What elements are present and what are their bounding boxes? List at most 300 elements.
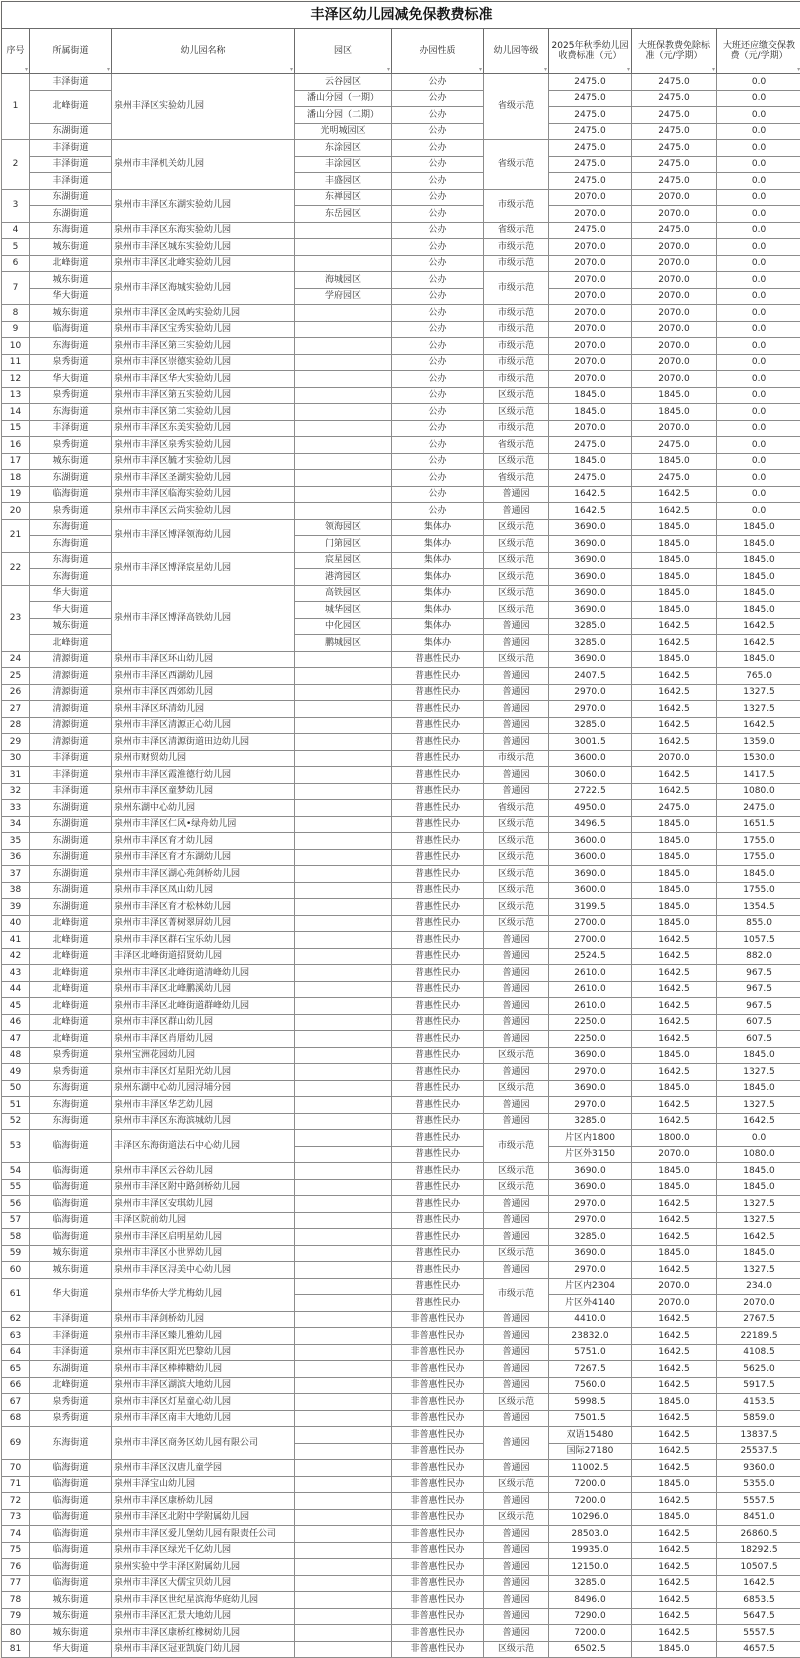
filter-dropdown-icon[interactable]: ▾ <box>107 67 110 73</box>
cell-payable: 5355.0 <box>717 1476 800 1493</box>
cell-nature: 非普惠性民办 <box>392 1394 484 1411</box>
cell-campus <box>295 899 392 916</box>
cell-level: 普通园 <box>484 965 549 982</box>
cell-exempt: 1845.0 <box>632 849 717 866</box>
cell-no: 73 <box>2 1509 30 1526</box>
cell-street: 东海街道 <box>30 222 112 239</box>
cell-fee: 2970.0 <box>549 684 632 701</box>
table-row <box>2 948 800 965</box>
cell-payable: 1642.5 <box>717 717 800 734</box>
cell-campus <box>295 404 392 421</box>
cell-campus: 鹏城园区 <box>295 635 392 652</box>
cell-nature: 普惠性民办 <box>392 750 484 767</box>
cell-fee: 3690.0 <box>549 519 632 536</box>
cell-name: 丰泽区院前幼儿园 <box>112 1212 295 1229</box>
cell-fee: 1642.5 <box>549 503 632 520</box>
cell-no: 17 <box>2 453 30 470</box>
cell-nature: 非普惠性民办 <box>392 1625 484 1642</box>
cell-name: 泉州市丰泽区清源正心幼儿园 <box>112 717 295 734</box>
filter-dropdown-icon[interactable]: ▾ <box>387 67 390 73</box>
table-row <box>2 651 800 668</box>
cell-fee: 11002.5 <box>549 1460 632 1477</box>
cell-nature: 非普惠性民办 <box>392 1592 484 1609</box>
cell-level: 普通园 <box>484 981 549 998</box>
cell-fee: 10296.0 <box>549 1509 632 1526</box>
table-row <box>2 1476 800 1493</box>
cell-exempt: 1642.5 <box>632 1460 717 1477</box>
cell-payable: 9360.0 <box>717 1460 800 1477</box>
cell-nature: 公办 <box>392 420 484 437</box>
cell-name: 泉州市丰泽区金凤屿实验幼儿园 <box>112 305 295 322</box>
table-row <box>2 503 800 520</box>
cell-nature: 非普惠性民办 <box>392 1361 484 1378</box>
cell-nature: 普惠性民办 <box>392 932 484 949</box>
cell-level: 省级示范 <box>484 74 549 140</box>
cell-exempt: 1642.5 <box>632 767 717 784</box>
cell-campus: 云谷园区 <box>295 74 392 91</box>
cell-level: 普通园 <box>484 618 549 635</box>
cell-street: 临海街道 <box>30 1163 112 1180</box>
cell-no: 27 <box>2 701 30 718</box>
cell-no: 9 <box>2 321 30 338</box>
cell-nature: 公办 <box>392 107 484 124</box>
cell-payable: 5557.5 <box>717 1625 800 1642</box>
col-header-cell-no <box>2 29 30 74</box>
cell-name: 泉州市丰泽剑桥幼儿园 <box>112 1311 295 1328</box>
cell-campus <box>295 651 392 668</box>
cell-level: 区级示范 <box>484 1641 549 1658</box>
cell-name: 泉州市丰泽区泉秀实验幼儿园 <box>112 437 295 454</box>
cell-campus <box>295 1509 392 1526</box>
cell-campus <box>295 849 392 866</box>
cell-level: 区级示范 <box>484 1080 549 1097</box>
cell-level: 区级示范 <box>484 1163 549 1180</box>
cell-street: 城东街道 <box>30 1608 112 1625</box>
filter-dropdown-icon[interactable]: ▾ <box>797 67 800 73</box>
cell-level: 区级示范 <box>484 602 549 619</box>
cell-campus <box>295 1410 392 1427</box>
cell-payable: 1417.5 <box>717 767 800 784</box>
cell-nature: 非普惠性民办 <box>392 1526 484 1543</box>
table-row <box>2 1113 800 1130</box>
cell-name: 泉州市丰泽区灯星阳光幼儿园 <box>112 1064 295 1081</box>
cell-nature: 普惠性民办 <box>392 1229 484 1246</box>
filter-dropdown-icon[interactable]: ▾ <box>25 67 28 73</box>
cell-fee: 3690.0 <box>549 1080 632 1097</box>
cell-no: 32 <box>2 783 30 800</box>
cell-street: 临海街道 <box>30 1212 112 1229</box>
cell-no: 24 <box>2 651 30 668</box>
cell-no: 72 <box>2 1493 30 1510</box>
cell-street: 东海街道 <box>30 552 112 569</box>
cell-fee: 1845.0 <box>549 404 632 421</box>
cell-name: 泉州市丰泽区云谷幼儿园 <box>112 1163 295 1180</box>
cell-payable: 1327.5 <box>717 684 800 701</box>
cell-street: 临海街道 <box>30 1575 112 1592</box>
table-row <box>2 552 800 569</box>
cell-street: 东海街道 <box>30 569 112 586</box>
cell-exempt: 2475.0 <box>632 107 717 124</box>
cell-campus <box>295 915 392 932</box>
cell-street: 清源街道 <box>30 684 112 701</box>
cell-exempt: 1642.5 <box>632 1014 717 1031</box>
cell-exempt: 2070.0 <box>632 1278 717 1295</box>
cell-payable: 967.5 <box>717 965 800 982</box>
cell-street: 东湖街道 <box>30 800 112 817</box>
cell-level: 普通园 <box>484 717 549 734</box>
cell-street: 临海街道 <box>30 1460 112 1477</box>
col-header-cell-campus <box>295 29 392 74</box>
col-header-label: 办园性质 <box>419 46 455 56</box>
cell-no: 47 <box>2 1031 30 1048</box>
cell-no: 12 <box>2 371 30 388</box>
cell-no: 59 <box>2 1245 30 1262</box>
cell-exempt: 1845.0 <box>632 915 717 932</box>
cell-fee: 2070.0 <box>549 420 632 437</box>
cell-street: 东海街道 <box>30 519 112 536</box>
cell-name: 泉州市丰泽机关幼儿园 <box>112 140 295 190</box>
cell-fee: 1845.0 <box>549 453 632 470</box>
cell-fee: 1845.0 <box>549 387 632 404</box>
cell-level: 市级示范 <box>484 272 549 305</box>
cell-fee: 2475.0 <box>549 470 632 487</box>
table-row <box>2 1278 800 1295</box>
cell-fee: 3600.0 <box>549 750 632 767</box>
cell-level: 区级示范 <box>484 1476 549 1493</box>
col-header-label: 2025年秋季幼儿园收费标准（元） <box>552 41 629 61</box>
cell-name: 泉州市财贸幼儿园 <box>112 750 295 767</box>
cell-fee: 3690.0 <box>549 866 632 883</box>
cell-campus <box>295 1031 392 1048</box>
cell-payable: 5625.0 <box>717 1361 800 1378</box>
cell-no: 25 <box>2 668 30 685</box>
cell-nature: 普惠性民办 <box>392 1097 484 1114</box>
cell-exempt: 1642.5 <box>632 1196 717 1213</box>
cell-no: 78 <box>2 1592 30 1609</box>
cell-fee: 2475.0 <box>549 140 632 157</box>
table-row <box>2 1047 800 1064</box>
cell-level: 普通园 <box>484 1460 549 1477</box>
cell-exempt: 2475.0 <box>632 222 717 239</box>
cell-nature: 普惠性民办 <box>392 965 484 982</box>
cell-exempt: 1642.5 <box>632 684 717 701</box>
cell-fee: 2070.0 <box>549 321 632 338</box>
cell-level: 普通园 <box>484 1229 549 1246</box>
cell-street: 华大街道 <box>30 1278 112 1311</box>
cell-level: 普通园 <box>484 1212 549 1229</box>
cell-level: 市级示范 <box>484 239 549 256</box>
table-row <box>2 1080 800 1097</box>
cell-level: 市级示范 <box>484 750 549 767</box>
cell-fee: 7200.0 <box>549 1625 632 1642</box>
cell-street: 城东街道 <box>30 453 112 470</box>
cell-nature: 普惠性民办 <box>392 767 484 784</box>
cell-nature: 公办 <box>392 371 484 388</box>
cell-campus <box>295 1460 392 1477</box>
cell-payable: 1845.0 <box>717 585 800 602</box>
cell-name: 泉州市丰泽区霞淮德行幼儿园 <box>112 767 295 784</box>
cell-no: 19 <box>2 486 30 503</box>
cell-campus <box>295 1575 392 1592</box>
cell-fee: 2070.0 <box>549 272 632 289</box>
cell-payable: 234.0 <box>717 1278 800 1295</box>
cell-payable: 1327.5 <box>717 1262 800 1279</box>
cell-no: 48 <box>2 1047 30 1064</box>
cell-no: 76 <box>2 1559 30 1576</box>
cell-street: 清源街道 <box>30 701 112 718</box>
cell-street: 泉秀街道 <box>30 354 112 371</box>
col-header-cell-nature <box>392 29 484 74</box>
cell-exempt: 2475.0 <box>632 90 717 107</box>
cell-level: 市级示范 <box>484 305 549 322</box>
table-row <box>2 140 800 157</box>
cell-no: 57 <box>2 1212 30 1229</box>
cell-campus <box>295 1245 392 1262</box>
cell-level: 区级示范 <box>484 816 549 833</box>
cell-name: 泉州市丰泽区北峰鹏溪幼儿园 <box>112 981 295 998</box>
cell-no: 23 <box>2 585 30 651</box>
cell-nature: 公办 <box>392 239 484 256</box>
cell-fee: 2475.0 <box>549 437 632 454</box>
cell-campus <box>295 1278 392 1295</box>
cell-no: 66 <box>2 1377 30 1394</box>
table-row <box>2 734 800 751</box>
cell-campus: 高铁园区 <box>295 585 392 602</box>
cell-campus <box>295 1328 392 1345</box>
table-row <box>2 849 800 866</box>
filter-dropdown-icon[interactable]: ▾ <box>290 67 293 73</box>
cell-campus: 东涂园区 <box>295 140 392 157</box>
cell-no: 29 <box>2 734 30 751</box>
cell-street: 东湖街道 <box>30 123 112 140</box>
cell-no: 55 <box>2 1179 30 1196</box>
cell-nature: 集体办 <box>392 635 484 652</box>
page-title: 丰泽区幼儿园减免保教费标准 <box>2 2 800 29</box>
cell-exempt: 2070.0 <box>632 1295 717 1312</box>
cell-no: 36 <box>2 849 30 866</box>
cell-campus <box>295 1559 392 1576</box>
cell-street: 华大街道 <box>30 602 112 619</box>
cell-no: 26 <box>2 684 30 701</box>
cell-campus <box>295 437 392 454</box>
table-row <box>2 1311 800 1328</box>
cell-campus: 宸星园区 <box>295 552 392 569</box>
cell-level: 普通园 <box>484 767 549 784</box>
cell-street: 北峰街道 <box>30 932 112 949</box>
cell-name: 泉州市丰泽区汇景大地幼儿园 <box>112 1608 295 1625</box>
table-row <box>2 1493 800 1510</box>
cell-exempt: 1642.5 <box>632 1328 717 1345</box>
cell-fee: 2475.0 <box>549 107 632 124</box>
cell-name: 泉州市丰泽区西湖幼儿园 <box>112 668 295 685</box>
cell-exempt: 2070.0 <box>632 1146 717 1163</box>
cell-payable: 0.0 <box>717 387 800 404</box>
cell-fee: 6502.5 <box>549 1641 632 1658</box>
cell-nature: 普惠性民办 <box>392 1245 484 1262</box>
cell-level: 区级示范 <box>484 387 549 404</box>
filter-dropdown-icon[interactable]: ▾ <box>627 67 630 73</box>
cell-nature: 公办 <box>392 156 484 173</box>
cell-exempt: 1642.5 <box>632 932 717 949</box>
cell-no: 46 <box>2 1014 30 1031</box>
cell-name: 泉州丰泽区实验幼儿园 <box>112 74 295 140</box>
cell-nature: 普惠性民办 <box>392 948 484 965</box>
filter-dropdown-icon[interactable]: ▾ <box>712 67 715 73</box>
cell-no: 1 <box>2 74 30 140</box>
cell-level: 普通园 <box>484 783 549 800</box>
cell-campus <box>295 354 392 371</box>
cell-name: 泉州市丰泽区南丰大地幼儿园 <box>112 1410 295 1427</box>
cell-fee: 3001.5 <box>549 734 632 751</box>
cell-street: 东湖街道 <box>30 470 112 487</box>
cell-level: 普通园 <box>484 1377 549 1394</box>
cell-no: 42 <box>2 948 30 965</box>
col-header-label: 序号 <box>6 46 24 56</box>
cell-level: 普通园 <box>484 1344 549 1361</box>
cell-nature: 普惠性民办 <box>392 800 484 817</box>
table-row <box>2 1460 800 1477</box>
table-row <box>2 816 800 833</box>
cell-no: 22 <box>2 552 30 585</box>
cell-payable: 607.5 <box>717 1014 800 1031</box>
cell-exempt: 1642.5 <box>632 998 717 1015</box>
cell-name: 泉州市丰泽区阳光巴黎幼儿园 <box>112 1344 295 1361</box>
cell-payable: 1651.5 <box>717 816 800 833</box>
cell-campus <box>295 1344 392 1361</box>
filter-dropdown-icon[interactable]: ▾ <box>544 67 547 73</box>
cell-street: 东湖街道 <box>30 882 112 899</box>
cell-nature: 集体办 <box>392 519 484 536</box>
cell-payable: 1845.0 <box>717 1047 800 1064</box>
table-row <box>2 1212 800 1229</box>
cell-street: 丰泽街道 <box>30 420 112 437</box>
cell-level: 市级示范 <box>484 420 549 437</box>
cell-level: 普通园 <box>484 503 549 520</box>
cell-campus <box>295 1262 392 1279</box>
cell-fee: 2610.0 <box>549 998 632 1015</box>
cell-fee: 7560.0 <box>549 1377 632 1394</box>
cell-nature: 普惠性民办 <box>392 1130 484 1147</box>
cell-nature: 非普惠性民办 <box>392 1608 484 1625</box>
cell-campus <box>295 486 392 503</box>
cell-campus <box>295 1295 392 1312</box>
cell-name: 泉州东湖中心幼儿园 <box>112 800 295 817</box>
cell-level: 区级示范 <box>484 536 549 553</box>
cell-campus <box>295 1311 392 1328</box>
cell-name: 泉州市丰泽区灯星童心幼儿园 <box>112 1394 295 1411</box>
table-row <box>2 1196 800 1213</box>
col-header-label: 幼儿园名称 <box>180 46 225 56</box>
cell-name: 泉州丰泽宝山幼儿园 <box>112 1476 295 1493</box>
cell-campus <box>295 750 392 767</box>
title-row <box>2 2 800 29</box>
cell-level: 普通园 <box>484 1014 549 1031</box>
cell-fee: 双语15480 <box>549 1427 632 1444</box>
cell-name: 泉州市丰泽区华艺幼儿园 <box>112 1097 295 1114</box>
cell-nature: 普惠性民办 <box>392 1064 484 1081</box>
table-row <box>2 470 800 487</box>
cell-street: 东海街道 <box>30 1080 112 1097</box>
table-row <box>2 1031 800 1048</box>
cell-exempt: 2070.0 <box>632 420 717 437</box>
cell-campus <box>295 222 392 239</box>
cell-fee: 2970.0 <box>549 1262 632 1279</box>
cell-name: 泉州市丰泽区城东实验幼儿园 <box>112 239 295 256</box>
cell-no: 54 <box>2 1163 30 1180</box>
cell-campus: 港湾园区 <box>295 569 392 586</box>
cell-payable: 1354.5 <box>717 899 800 916</box>
filter-dropdown-icon[interactable]: ▾ <box>479 67 482 73</box>
cell-nature: 非普惠性民办 <box>392 1460 484 1477</box>
cell-payable: 1080.0 <box>717 783 800 800</box>
cell-exempt: 1642.5 <box>632 1344 717 1361</box>
cell-campus <box>295 981 392 998</box>
cell-nature: 公办 <box>392 272 484 289</box>
cell-street: 丰泽街道 <box>30 156 112 173</box>
cell-exempt: 2070.0 <box>632 239 717 256</box>
cell-nature: 普惠性民办 <box>392 1047 484 1064</box>
table-row <box>2 519 800 536</box>
cell-street: 东海街道 <box>30 338 112 355</box>
cell-fee: 2475.0 <box>549 123 632 140</box>
table-row <box>2 255 800 272</box>
cell-no: 79 <box>2 1608 30 1625</box>
cell-exempt: 1642.5 <box>632 1229 717 1246</box>
cell-payable: 0.0 <box>717 140 800 157</box>
cell-fee: 2970.0 <box>549 1064 632 1081</box>
cell-nature: 集体办 <box>392 618 484 635</box>
cell-fee: 3690.0 <box>549 1163 632 1180</box>
cell-name: 泉州市丰泽区清源街道田边幼儿园 <box>112 734 295 751</box>
cell-name: 泉州市丰泽区东海滨城幼儿园 <box>112 1113 295 1130</box>
cell-fee: 7501.5 <box>549 1410 632 1427</box>
cell-no: 10 <box>2 338 30 355</box>
cell-name: 泉州市丰泽区商务区幼儿园有限公司 <box>112 1427 295 1460</box>
cell-nature: 公办 <box>392 288 484 305</box>
cell-exempt: 1845.0 <box>632 602 717 619</box>
table-row <box>2 800 800 817</box>
cell-nature: 普惠性民办 <box>392 1196 484 1213</box>
cell-name: 泉州市丰泽区西郊幼儿园 <box>112 684 295 701</box>
cell-level: 普通园 <box>484 486 549 503</box>
cell-no: 43 <box>2 965 30 982</box>
table-row <box>2 1328 800 1345</box>
table-row <box>2 882 800 899</box>
cell-campus <box>295 1229 392 1246</box>
cell-nature: 公办 <box>392 503 484 520</box>
table-row <box>2 750 800 767</box>
cell-street: 城东街道 <box>30 272 112 289</box>
cell-campus: 丰盛园区 <box>295 173 392 190</box>
cell-payable: 607.5 <box>717 1031 800 1048</box>
cell-payable: 0.0 <box>717 173 800 190</box>
cell-exempt: 2475.0 <box>632 123 717 140</box>
cell-level: 市级示范 <box>484 1278 549 1311</box>
cell-street: 华大街道 <box>30 288 112 305</box>
cell-payable: 882.0 <box>717 948 800 965</box>
table-row <box>2 239 800 256</box>
cell-exempt: 1642.5 <box>632 948 717 965</box>
cell-exempt: 2070.0 <box>632 189 717 206</box>
col-header-cell-level <box>484 29 549 74</box>
cell-nature: 集体办 <box>392 569 484 586</box>
cell-exempt: 2475.0 <box>632 173 717 190</box>
cell-exempt: 1642.5 <box>632 668 717 685</box>
cell-campus <box>295 717 392 734</box>
cell-street: 丰泽街道 <box>30 1344 112 1361</box>
cell-exempt: 1642.5 <box>632 965 717 982</box>
cell-exempt: 1642.5 <box>632 503 717 520</box>
